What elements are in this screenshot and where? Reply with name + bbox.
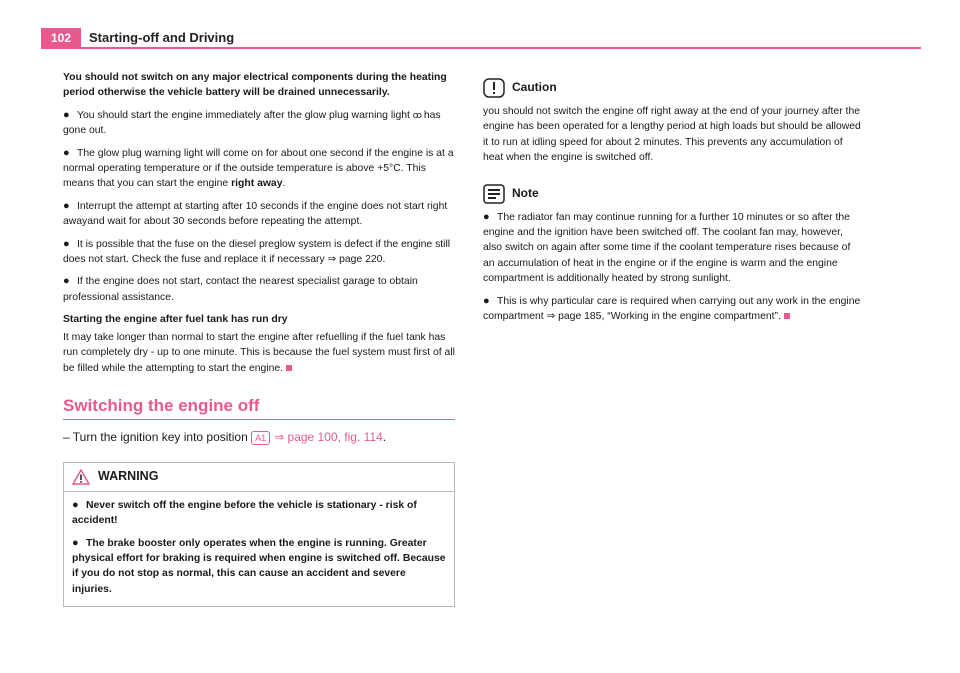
end-mark-icon [286,365,292,371]
section-divider [63,419,455,420]
section-title: Switching the engine off [63,395,260,415]
bullet-icon: ● [63,275,70,288]
fuel-paragraph: It may take longer than normal to start the engine after refuelling if the fuel tank has run completely dry - up to one minute. This is because the fuel system must first of all be filled while the attempting to start the engine. [63,331,455,374]
warning-box [63,462,455,607]
warning-item: ● Never switch off the engine before the vehicle is stationary - risk of accident! [72,498,417,527]
left-column [63,70,455,607]
warning-body [64,492,454,606]
bullet-icon: ● [483,210,490,223]
bullet-item: ● The glow plug warning light will come on for about one second if the engine is at a normal operating temperature or if the outside temperature is above +5°C. This means that you can start the engine right away. [63,146,454,190]
bullet-item: ● You should start the engine immediately after the glow plug warning light ꝏ has gone out. [63,108,441,137]
page-header-title: Starting-off and Driving [89,30,235,45]
page-number: 102 [41,28,81,48]
bullet-icon: ● [72,498,79,511]
note-item: ● This is why particular care is required when carrying out any work in the engine compartment ⇒ page 185, “Working in the engine compartment”. [483,294,861,323]
right-column [483,78,861,331]
note-item: ● The radiator fan may continue running for a further 10 minutes or so after the engine and the ignition have been switched off. The coolant fan may, however, also switch on again after some time if the coolant temperature rises because of an accumulation of heat in the engine or if the engine is warm and the engine compartment is additionally heated by strong sunlight. [483,210,851,285]
warning-header [64,463,454,492]
caution-text: you should not switch the engine off right away at the end of your journey after the engine has been operated for a lengthy period at high loads but should be allowed it to run at idling speed for about 2 minutes. This prevents any accumulation of heat when the engine is switched off. [483,106,861,164]
note-title: Note [512,185,539,200]
intro-paragraph: You should not switch on any major electrical components during the heating period otherwise the vehicle battery will be drained unnecessarily. [63,72,447,99]
bullet-icon: ● [72,536,79,549]
caution-header [483,78,861,98]
page-ref-link[interactable]: ⇒ page 220 [327,254,383,266]
header-divider [41,47,921,49]
warning-title: WARNING [98,469,159,484]
caution-title: Caution [512,80,557,95]
bullet-item: ● Interrupt the attempt at starting after 10 seconds if the engine does not start right awayand wait for about 30 seconds before repeating the attempt. [63,199,448,228]
end-mark-icon [784,313,790,319]
instruction-step: – Turn the ignition key into position A1 ⇒ page 100, fig. 114. [63,430,387,445]
position-badge: A1 [251,431,270,445]
subheading: Starting the engine after fuel tank has run dry [63,314,288,326]
page-ref-link[interactable]: ⇒ page 185, “Working in the engine compartment” [546,311,778,323]
warning-item: ● The brake booster only operates when the engine is running. Greater physical effort for braking is required when engine is switched off. Because if you do not stop as normal, this can cause an accident and severe injuries. [72,536,446,595]
bullet-icon: ● [63,108,70,121]
note-header [483,184,861,204]
bullet-item: ● If the engine does not start, contact the nearest specialist garage to obtain professional assistance. [63,275,418,303]
bullet-icon: ● [63,237,70,250]
bullet-item: ● It is possible that the fuse on the diesel preglow system is defect if the engine still does not start. Check the fuse and replace it if necessary ⇒ page 220. [63,237,451,266]
warning-triangle-icon [72,469,90,485]
glow-plug-icon: ꝏ [412,109,421,120]
bullet-icon: ● [483,294,490,307]
figure-ref-link[interactable]: ⇒ page 100, fig. 114 [274,430,383,445]
bullet-icon: ● [63,146,70,159]
bullet-icon: ● [63,199,70,212]
caution-icon [483,78,505,98]
note-icon [483,184,505,204]
